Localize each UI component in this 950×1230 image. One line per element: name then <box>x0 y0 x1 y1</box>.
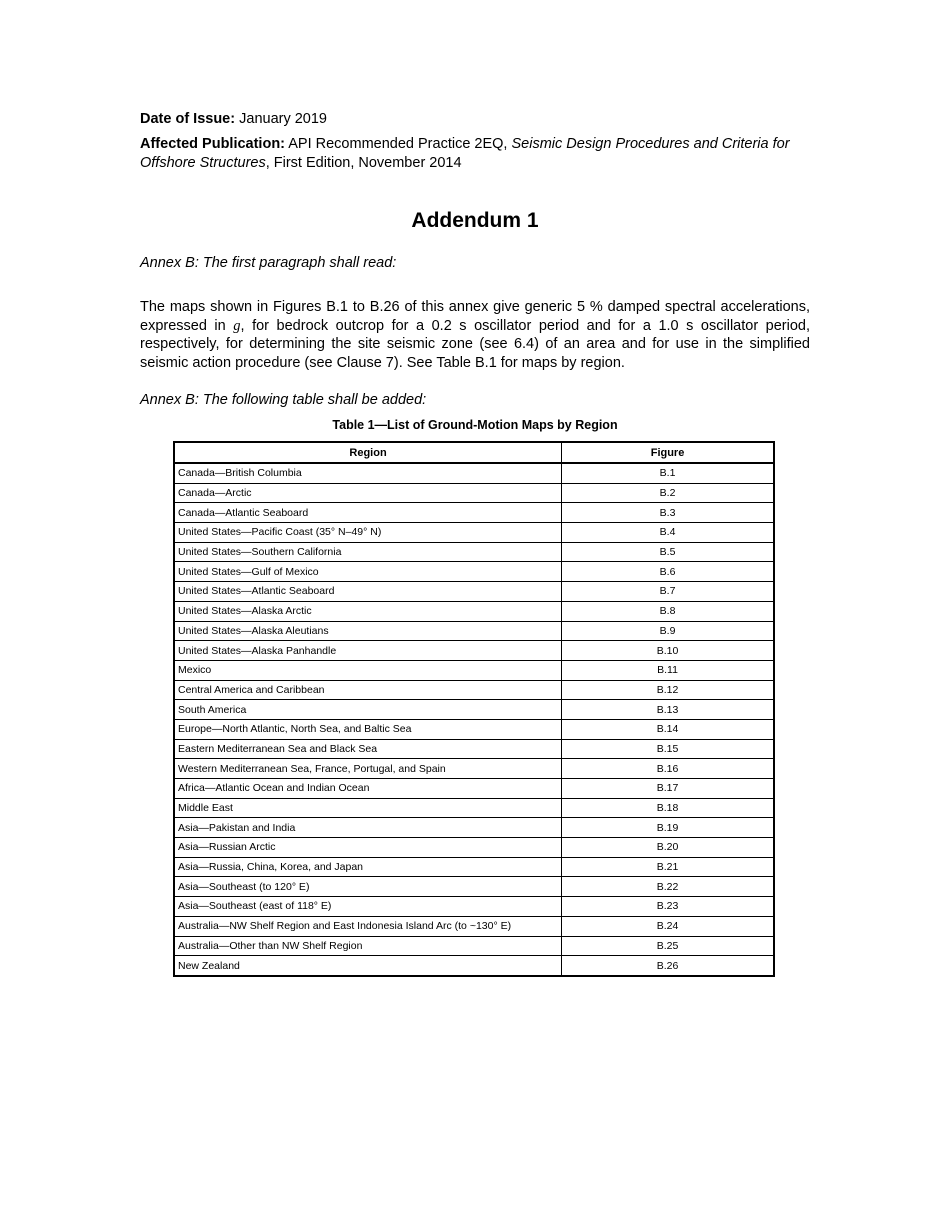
publication-title: Seismic Design Procedures and Criteria for Offshore Structures <box>140 136 790 171</box>
region-cell: Australia—Other than NW Shelf Region <box>174 936 562 956</box>
region-cell: Canada—Atlantic Seaboard <box>174 503 562 523</box>
region-cell: Western Mediterranean Sea, France, Portugal, and Spain <box>174 759 562 779</box>
date-of-issue <box>140 110 810 129</box>
figure-cell: B.13 <box>562 700 774 720</box>
region-cell: Asia—Russian Arctic <box>174 838 562 858</box>
table-header-row <box>174 442 774 463</box>
region-cell: United States—Gulf of Mexico <box>174 562 562 582</box>
figure-cell: B.23 <box>562 897 774 917</box>
table-body <box>174 463 774 976</box>
table-row <box>174 523 774 543</box>
table-row <box>174 739 774 759</box>
table-row <box>174 857 774 877</box>
table-row <box>174 759 774 779</box>
table-row <box>174 936 774 956</box>
region-cell: United States—Alaska Arctic <box>174 601 562 621</box>
region-cell: South America <box>174 700 562 720</box>
figure-cell: B.26 <box>562 956 774 976</box>
figure-cell: B.20 <box>562 838 774 858</box>
table-row <box>174 562 774 582</box>
paragraph-unit: g <box>233 317 241 334</box>
region-cell: Canada—Arctic <box>174 483 562 503</box>
document-page <box>140 110 810 977</box>
region-cell: United States—Pacific Coast (35° N–49° N) <box>174 523 562 543</box>
publication-label: Affected Publication: <box>140 136 286 152</box>
paragraph-part-1: The maps shown in Figures B.1 to B.26 of this annex give generic 5 % damped spectral accelerations, expressed in <box>140 299 810 334</box>
figure-cell: B.4 <box>562 523 774 543</box>
table-row <box>174 798 774 818</box>
table-row <box>174 641 774 661</box>
figure-cell: B.2 <box>562 483 774 503</box>
table-row <box>174 916 774 936</box>
column-header-figure: Figure <box>562 442 774 463</box>
table-row <box>174 660 774 680</box>
region-cell: Asia—Pakistan and India <box>174 818 562 838</box>
region-cell: United States—Southern California <box>174 542 562 562</box>
table-row <box>174 877 774 897</box>
table-row <box>174 818 774 838</box>
region-cell: Australia—NW Shelf Region and East Indonesia Island Arc (to ~130° E) <box>174 916 562 936</box>
table-row <box>174 956 774 976</box>
region-cell: Mexico <box>174 660 562 680</box>
region-cell: Europe—North Atlantic, North Sea, and Baltic Sea <box>174 719 562 739</box>
table-row <box>174 601 774 621</box>
figure-cell: B.18 <box>562 798 774 818</box>
table-row <box>174 897 774 917</box>
table-row <box>174 483 774 503</box>
figure-cell: B.1 <box>659 467 676 480</box>
region-cell: Asia—Russia, China, Korea, and Japan <box>174 857 562 877</box>
region-cell: United States—Alaska Panhandle <box>174 641 562 661</box>
publication-prefix: API Recommended Practice 2EQ, <box>288 136 508 152</box>
table-row <box>174 700 774 720</box>
figure-cell: B.25 <box>562 936 774 956</box>
figure-cell: B.8 <box>562 601 774 621</box>
table-row <box>174 463 774 483</box>
figure-cell: B.7 <box>562 582 774 602</box>
figure-cell: B.11 <box>562 660 774 680</box>
ground-motion-maps-table <box>173 441 775 977</box>
region-cell: Asia—Southeast (to 120° E) <box>174 877 562 897</box>
figure-cell: B.5 <box>562 542 774 562</box>
region-cell: United States—Alaska Aleutians <box>174 621 562 641</box>
figure-cell: B.24 <box>562 916 774 936</box>
table-row <box>174 542 774 562</box>
region-cell: United States—Atlantic Seaboard <box>174 582 562 602</box>
figure-cell: B.17 <box>562 779 774 799</box>
figure-cell: B.6 <box>562 562 774 582</box>
region-cell: Central America and Caribbean <box>174 680 562 700</box>
region-cell: Eastern Mediterranean Sea and Black Sea <box>174 739 562 759</box>
figure-cell: B.19 <box>562 818 774 838</box>
figure-cell: B.3 <box>562 503 774 523</box>
date-label: Date of Issue: <box>140 111 236 127</box>
paragraph-part-2: , for bedrock outcrop for a 0.2 s oscillator period and for a 1.0 s oscillator period, respectively, for determining the site seismic zone (see 6.4) of an area and for use in the simplified seismic action procedure (see Clause 7). See Table B.1 for maps by region. <box>140 317 811 371</box>
figure-cell: B.21 <box>562 857 774 877</box>
figure-cell: B.10 <box>562 641 774 661</box>
region-cell: Asia—Southeast (east of 118° E) <box>174 897 562 917</box>
column-header-region: Region <box>174 442 562 463</box>
figure-cell: B.15 <box>562 739 774 759</box>
table-caption: Table 1—List of Ground-Motion Maps by Region <box>332 418 618 432</box>
annex-note-paragraph: Annex B: The first paragraph shall read: <box>140 255 397 271</box>
annex-note-table: Annex B: The following table shall be added: <box>140 392 427 408</box>
page-title: Addendum 1 <box>411 209 539 232</box>
table-row <box>174 582 774 602</box>
region-cell: Canada—British Columbia <box>174 463 562 483</box>
figure-cell: B.9 <box>562 621 774 641</box>
publication-suffix: , First Edition, November 2014 <box>265 155 462 171</box>
table-row <box>174 838 774 858</box>
body-paragraph <box>140 298 810 372</box>
region-cell: New Zealand <box>174 956 562 976</box>
region-cell: Africa—Atlantic Ocean and Indian Ocean <box>174 779 562 799</box>
date-value: January 2019 <box>239 111 327 127</box>
figure-cell: B.12 <box>562 680 774 700</box>
figure-cell: B.14 <box>562 719 774 739</box>
table-row <box>174 503 774 523</box>
table-row <box>174 779 774 799</box>
table-row <box>174 680 774 700</box>
affected-publication <box>140 135 810 173</box>
region-cell: Middle East <box>174 798 562 818</box>
table-row <box>174 621 774 641</box>
figure-cell: B.22 <box>562 877 774 897</box>
figure-cell: B.16 <box>562 759 774 779</box>
table-row <box>174 719 774 739</box>
